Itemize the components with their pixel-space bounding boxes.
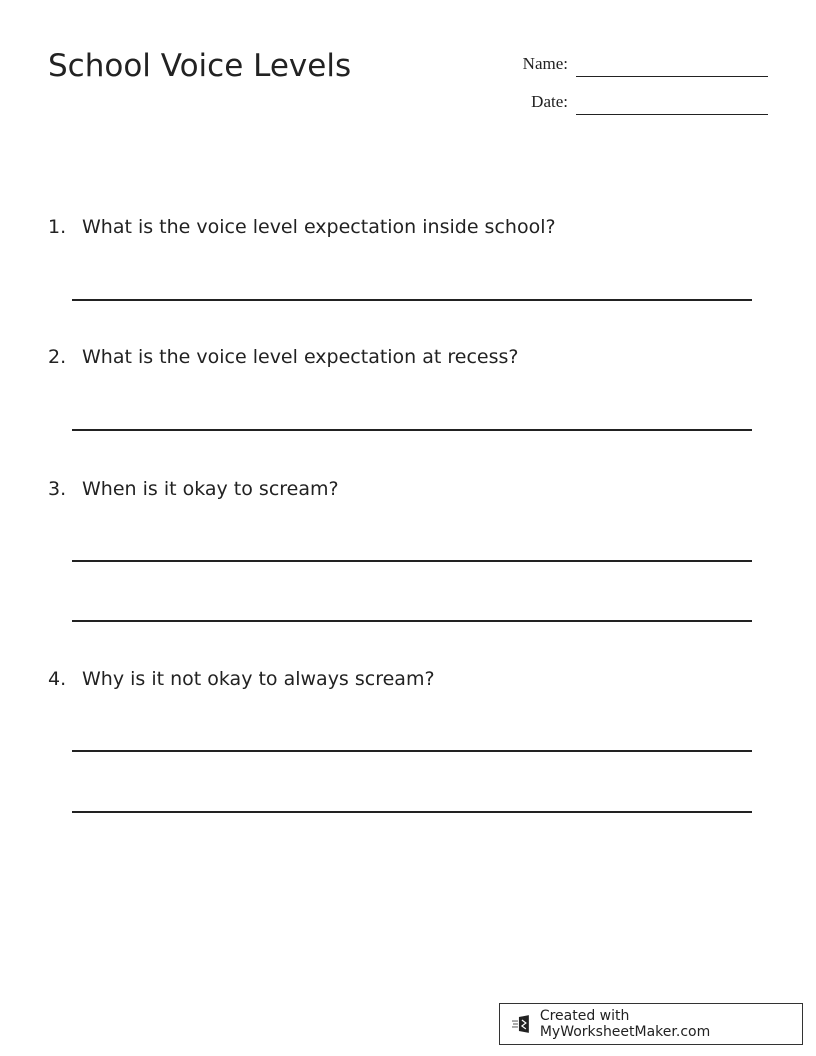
question-text: When is it okay to scream? bbox=[82, 478, 339, 500]
answer-line[interactable] bbox=[72, 811, 752, 813]
question-text: Why is it not okay to always scream? bbox=[82, 668, 435, 690]
question-number: 1. bbox=[48, 216, 67, 238]
question-3 bbox=[48, 478, 339, 500]
name-line[interactable] bbox=[576, 76, 768, 77]
footer-badge[interactable] bbox=[499, 1003, 803, 1045]
date-label: Date: bbox=[531, 92, 568, 111]
question-number: 2. bbox=[48, 346, 67, 368]
worksheet-maker-logo-icon bbox=[512, 1014, 532, 1034]
question-number: 3. bbox=[48, 478, 67, 500]
answer-line[interactable] bbox=[72, 560, 752, 562]
question-text: What is the voice level expectation at recess? bbox=[82, 346, 519, 368]
question-4 bbox=[48, 668, 435, 690]
worksheet-title: School Voice Levels bbox=[48, 48, 352, 84]
answer-line[interactable] bbox=[72, 750, 752, 752]
date-line[interactable] bbox=[576, 114, 768, 115]
answer-line[interactable] bbox=[72, 299, 752, 301]
answer-line[interactable] bbox=[72, 429, 752, 431]
answer-line[interactable] bbox=[72, 620, 752, 622]
question-text: What is the voice level expectation inside school? bbox=[82, 216, 556, 238]
name-label: Name: bbox=[522, 54, 568, 73]
footer-text: Created with MyWorksheetMaker.com bbox=[539, 1008, 711, 1040]
question-1 bbox=[48, 216, 556, 238]
question-2 bbox=[48, 346, 519, 368]
question-number: 4. bbox=[48, 668, 67, 690]
